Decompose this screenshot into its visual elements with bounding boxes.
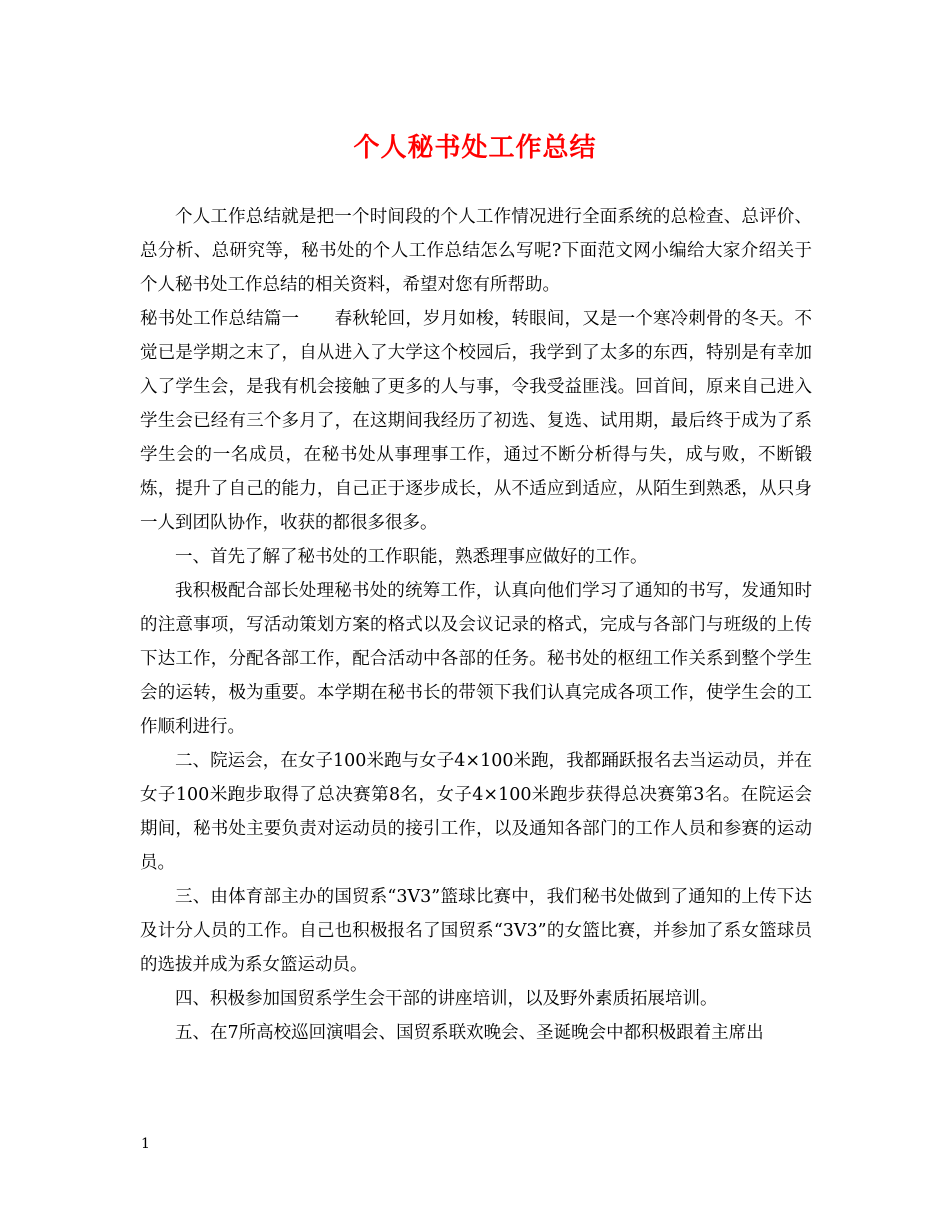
page-number: 1 [141,1136,150,1152]
paragraph-summary-1: 秘书处工作总结篇一 春秋轮回，岁月如梭，转眼间，又是一个寒冷刺骨的冬天。不觉已是学期之末了，自从进入了大学这个校园后，我学到了太多的东西，特别是有幸加入了学生会，是我有机会接触了更多的人与事，令我受益匪浅。回首间，原来自己进入学生会已经有三个多月了，在这期间我经历了初选、复选、试用期，最后终于成为了系学生会的一名成员，在秘书处从事理事工作，通过不断分析得与失，成与败，不断锻炼，提升了自己的能力，自己正于逐步成长，从不适应到适应，从陌生到熟悉，从只身一人到团队协作，收获的都很多很多。 [140,309,812,533]
paragraph-item-5: 五、在7所高校巡回演唱会、国贸系联欢晚会、圣诞晚会中都积极跟着主席出 [175,1023,764,1043]
paragraph-intro: 个人工作总结就是把一个时间段的个人工作情况进行全面系统的总检查、总评价、总分析、总研究等，秘书处的个人工作总结怎么写呢?下面范文网小编给大家介绍关于个人秘书处工作总结的相关资料，希望对您有所帮助。 [140,207,812,295]
paragraph-item-1-detail: 我积极配合部长处理秘书处的统筹工作，认真向他们学习了通知的书写，发通知时的注意事项，写活动策划方案的格式以及会议记录的格式，完成与各部门与班级的上传下达工作，分配各部工作，配合活动中各部的任务。秘书处的枢纽工作关系到整个学生会的运转，极为重要。本学期在秘书长的带领下我们认真完成各项工作，使学生会的工作顺利进行。 [140,581,812,737]
paragraph-item-2: 二、院运会，在女子100米跑与女子4×100米跑，我都踊跃报名去当运动员，并在女子100米跑步取得了总决赛第8名，女子4×100米跑步获得总决赛第3名。在院运会期间，秘书处主要负责对运动员的接引工作，以及通知各部门的工作人员和参赛的运动员。 [140,751,812,873]
paragraph-item-1: 一、首先了解了秘书处的工作职能，熟悉理事应做好的工作。 [175,547,648,567]
document-title: 个人秘书处工作总结 [353,133,597,163]
paragraph-item-4: 四、积极参加国贸系学生会干部的讲座培训，以及野外素质拓展培训。 [175,989,718,1009]
paragraph-item-3: 三、由体育部主办的国贸系“3V3”篮球比赛中，我们秘书处做到了通知的上传下达及计分人员的工作。自己也积极报名了国贸系“3V3”的女篮比赛，并参加了系女篮球员的选拔并成为系女篮运动员。 [140,887,812,975]
document-body [140,200,812,1050]
